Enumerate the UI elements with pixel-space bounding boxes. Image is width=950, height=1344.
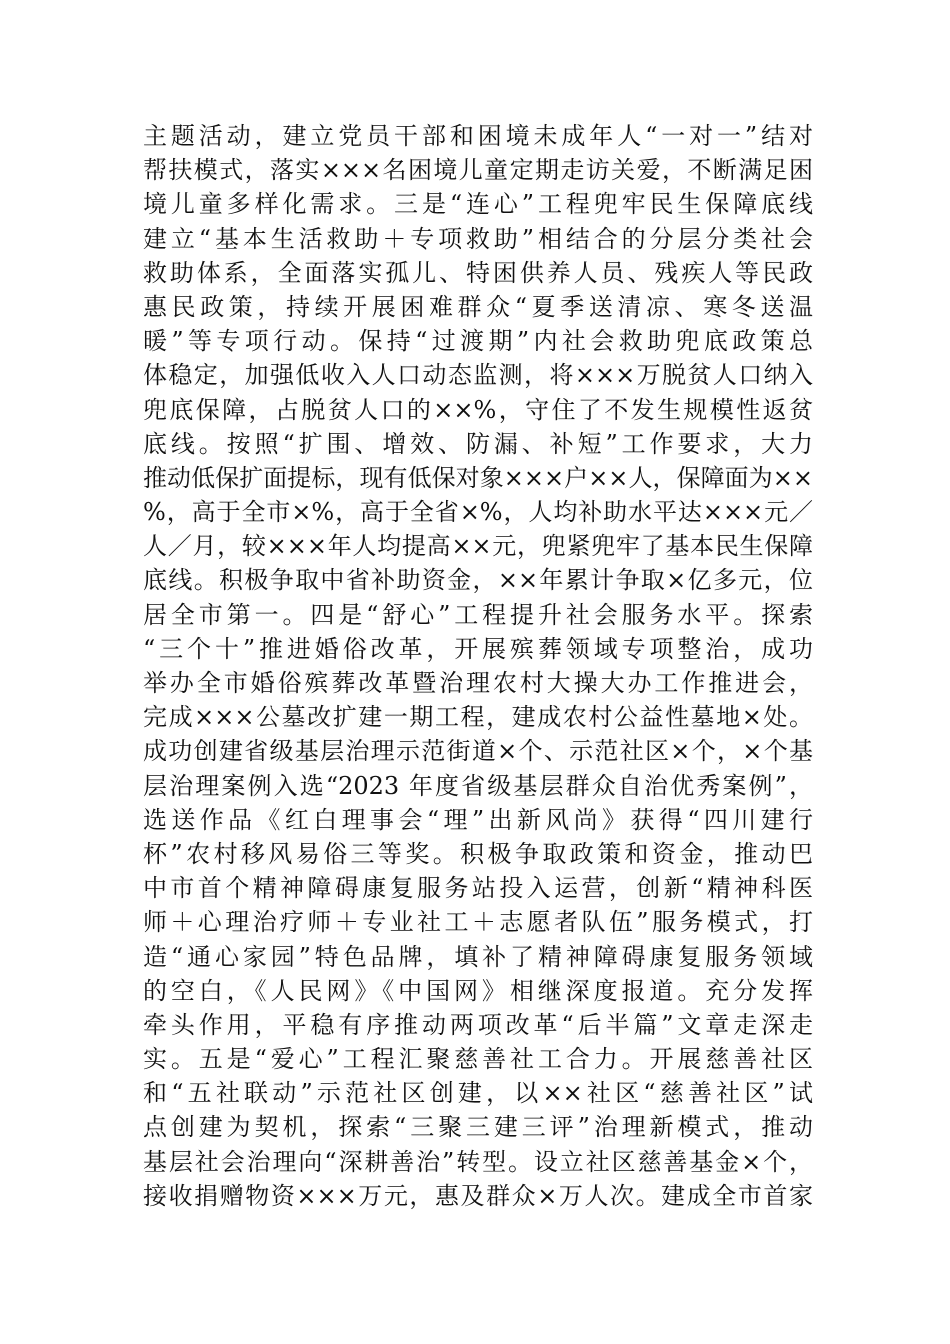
text-line: 帮扶模式，落实×××名困境儿童定期走访关爱，不断满足困 (143, 156, 813, 185)
text-line: 体稳定，加强低收入人口动态监测，将×××万脱贫人口纳入 (143, 361, 813, 390)
text-line: 暖”等专项行动。保持“过渡期”内社会救助兜底政策总 (143, 327, 813, 356)
text-line: 主题活动，建立党员干部和困境未成年人“一对一”结对 (143, 122, 813, 150)
text-line: 惠民政策，持续开展困难群众“夏季送清凉、寒冬送温 (143, 292, 813, 321)
text-line: 举办全市婚俗殡葬改革暨治理农村大操大办工作推进会， (143, 669, 813, 697)
text-line: 救助体系，全面落实孤儿、特困供养人员、残疾人等民政 (143, 258, 813, 287)
text-line: 推动低保扩面提标，现有低保对象×××户××人，保障面为×× (143, 463, 813, 492)
text-line: 底线。按照“扩围、增效、防漏、补短”工作要求，大力 (143, 429, 813, 458)
text-line: 点创建为契机，探索“三聚三建三评”治理新模式，推动 (143, 1113, 813, 1142)
text-line: 基层社会治理向“深耕善治”转型。设立社区慈善基金×个， (143, 1147, 813, 1176)
text-line: 的空白，《人民网》《中国网》相继深度报道。充分发挥 (143, 976, 813, 1005)
text-line: 底线。积极争取中省补助资金，××年累计争取×亿多元，位 (143, 566, 813, 595)
text-line: 接收捐赠物资×××万元，惠及群众×万人次。建成全市首家 (143, 1181, 813, 1210)
text-line: 人／月，较×××年人均提高××元，兜紧兜牢了基本民生保障 (143, 532, 813, 561)
text-line: 牵头作用，平稳有序推动两项改革“后半篇”文章走深走 (143, 1010, 813, 1039)
text-line: 层治理案例入选“2023 年度省级基层群众自治优秀案例”， (143, 771, 813, 800)
text-line: 和“五社联动”示范社区创建，以××社区“慈善社区”试 (143, 1079, 813, 1108)
text-line: 建立“基本生活救助＋专项救助”相结合的分层分类社会 (143, 224, 813, 253)
text-line: 兜底保障，占脱贫人口的××%，守住了不发生规模性返贫 (143, 395, 813, 424)
text-line: 杯”农村移风易俗三等奖。积极争取政策和资金，推动巴 (143, 839, 813, 868)
body-paragraph (143, 119, 813, 1213)
text-line: 中市首个精神障碍康复服务站投入运营，创新“精神科医 (143, 874, 813, 903)
text-line: %，高于全市×%，高于全省×%，人均补助水平达×××元／ (143, 498, 813, 527)
text-line: 成功创建省级基层治理示范街道×个、示范社区×个，×个基 (143, 737, 813, 766)
text-line: 境儿童多样化需求。三是“连心”工程兜牢民生保障底线 (143, 190, 813, 219)
text-line: 造“通心家园”特色品牌，填补了精神障碍康复服务领域 (143, 942, 813, 971)
text-line: 实。五是“爱心”工程汇聚慈善社工合力。开展慈善社区 (143, 1045, 813, 1074)
text-line: 师＋心理治疗师＋专业社工＋志愿者队伍”服务模式，打 (143, 908, 813, 937)
text-line: 居全市第一。四是“舒心”工程提升社会服务水平。探索 (143, 600, 813, 629)
text-line: “三个十”推进婚俗改革，开展殡葬领域专项整治，成功 (143, 634, 813, 663)
text-line: 选送作品《红白理事会“理”出新风尚》获得“四川建行 (143, 805, 813, 834)
text-line: 完成×××公墓改扩建一期工程，建成农村公益性墓地×处。 (143, 703, 813, 732)
